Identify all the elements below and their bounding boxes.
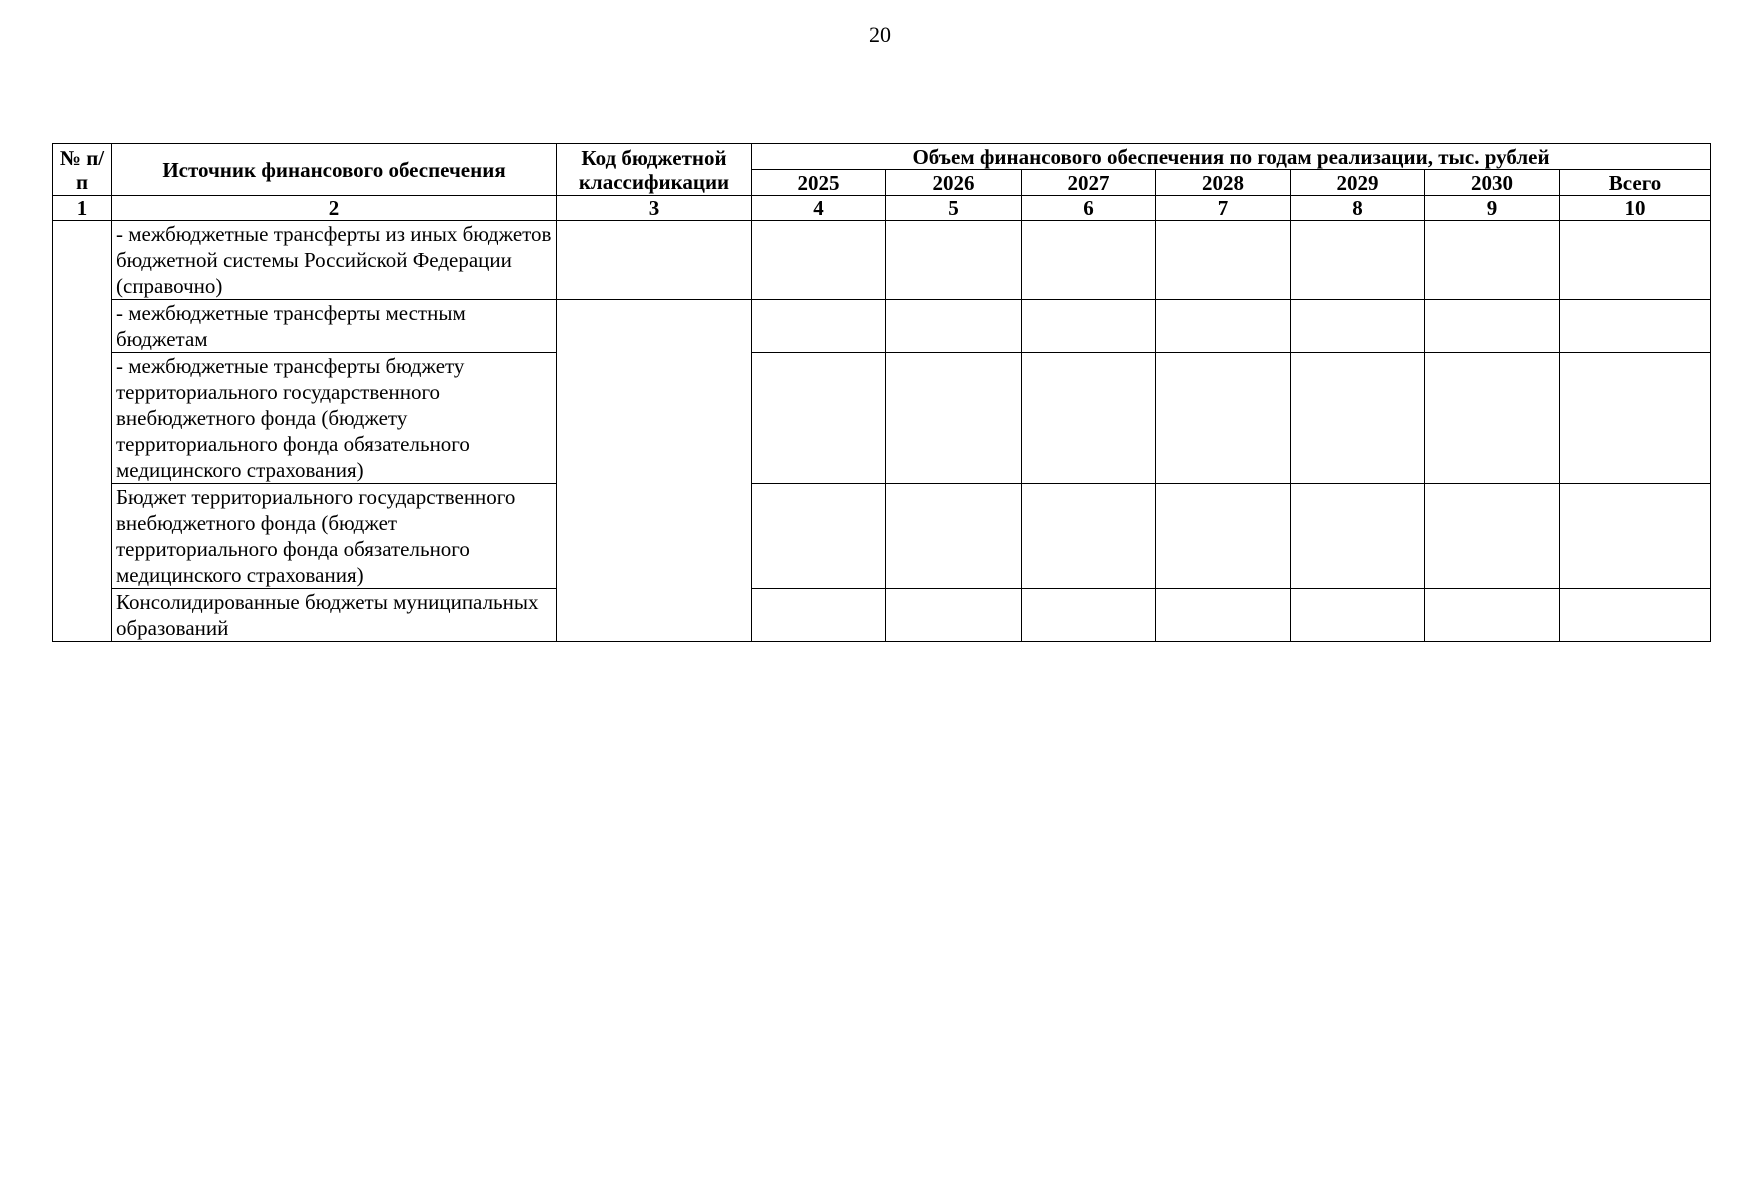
value-cell xyxy=(1156,589,1291,642)
column-number-3: 3 xyxy=(557,196,752,221)
header-year-2026: 2026 xyxy=(886,170,1022,196)
value-cell xyxy=(886,484,1022,589)
value-cell xyxy=(1560,353,1711,484)
value-cell xyxy=(886,589,1022,642)
value-cell xyxy=(1291,589,1425,642)
value-cell xyxy=(1022,353,1156,484)
column-number-1: 1 xyxy=(53,196,112,221)
value-cell xyxy=(1291,300,1425,353)
source-cell: - межбюджетные трансферты местным бюджетам xyxy=(112,300,557,353)
number-cell xyxy=(53,221,112,642)
table-row xyxy=(53,221,1711,300)
source-cell: Консолидированные бюджеты муниципальных образований xyxy=(112,589,557,642)
value-cell xyxy=(1425,353,1560,484)
source-cell: - межбюджетные трансферты из иных бюджетов бюджетной системы Российской Федерации (справочно) xyxy=(112,221,557,300)
header-volume: Объем финансового обеспечения по годам реализации, тыс. рублей xyxy=(752,144,1711,170)
value-cell xyxy=(752,221,886,300)
table-row xyxy=(53,589,1711,642)
header-number: № п/п xyxy=(53,144,112,196)
financing-table xyxy=(52,143,1711,642)
value-cell xyxy=(1425,484,1560,589)
value-cell xyxy=(1425,589,1560,642)
column-number-7: 7 xyxy=(1156,196,1291,221)
header-source: Источник финансового обеспечения xyxy=(112,144,557,196)
value-cell xyxy=(1022,221,1156,300)
header-year-2029: 2029 xyxy=(1291,170,1425,196)
column-number-6: 6 xyxy=(1022,196,1156,221)
value-cell xyxy=(1022,589,1156,642)
header-year-2030: 2030 xyxy=(1425,170,1560,196)
column-number-2: 2 xyxy=(112,196,557,221)
value-cell xyxy=(752,484,886,589)
column-number-8: 8 xyxy=(1291,196,1425,221)
table-row xyxy=(53,353,1711,484)
value-cell xyxy=(1291,353,1425,484)
table-row xyxy=(53,484,1711,589)
page-number: 20 xyxy=(869,22,891,47)
header-total: Всего xyxy=(1560,170,1711,196)
value-cell xyxy=(1291,221,1425,300)
value-cell xyxy=(1156,300,1291,353)
value-cell xyxy=(1022,484,1156,589)
value-cell xyxy=(1425,300,1560,353)
header-year-2027: 2027 xyxy=(1022,170,1156,196)
source-cell: - межбюджетные трансферты бюджету территориального государственного внебюджетного фонда (бюджету территориального фонда обязательного медицинского страхования) xyxy=(112,353,557,484)
value-cell xyxy=(1560,484,1711,589)
value-cell xyxy=(752,300,886,353)
value-cell xyxy=(886,353,1022,484)
value-cell xyxy=(1156,221,1291,300)
header-code: Код бюджетной классификации xyxy=(557,144,752,196)
value-cell xyxy=(1560,589,1711,642)
header-year-2025: 2025 xyxy=(752,170,886,196)
value-cell xyxy=(752,353,886,484)
column-number-9: 9 xyxy=(1425,196,1560,221)
value-cell xyxy=(1156,484,1291,589)
value-cell xyxy=(1425,221,1560,300)
table-row xyxy=(53,300,1711,353)
code-cell xyxy=(557,300,752,642)
header-year-2028: 2028 xyxy=(1156,170,1291,196)
column-number-10: 10 xyxy=(1560,196,1711,221)
value-cell xyxy=(1291,484,1425,589)
value-cell xyxy=(752,589,886,642)
value-cell xyxy=(886,221,1022,300)
code-cell xyxy=(557,221,752,300)
value-cell xyxy=(1560,221,1711,300)
column-number-4: 4 xyxy=(752,196,886,221)
value-cell xyxy=(1560,300,1711,353)
column-number-5: 5 xyxy=(886,196,1022,221)
value-cell xyxy=(886,300,1022,353)
value-cell xyxy=(1156,353,1291,484)
source-cell: Бюджет территориального государственного внебюджетного фонда (бюджет территориального фонда обязательного медицинского страхования) xyxy=(112,484,557,589)
value-cell xyxy=(1022,300,1156,353)
